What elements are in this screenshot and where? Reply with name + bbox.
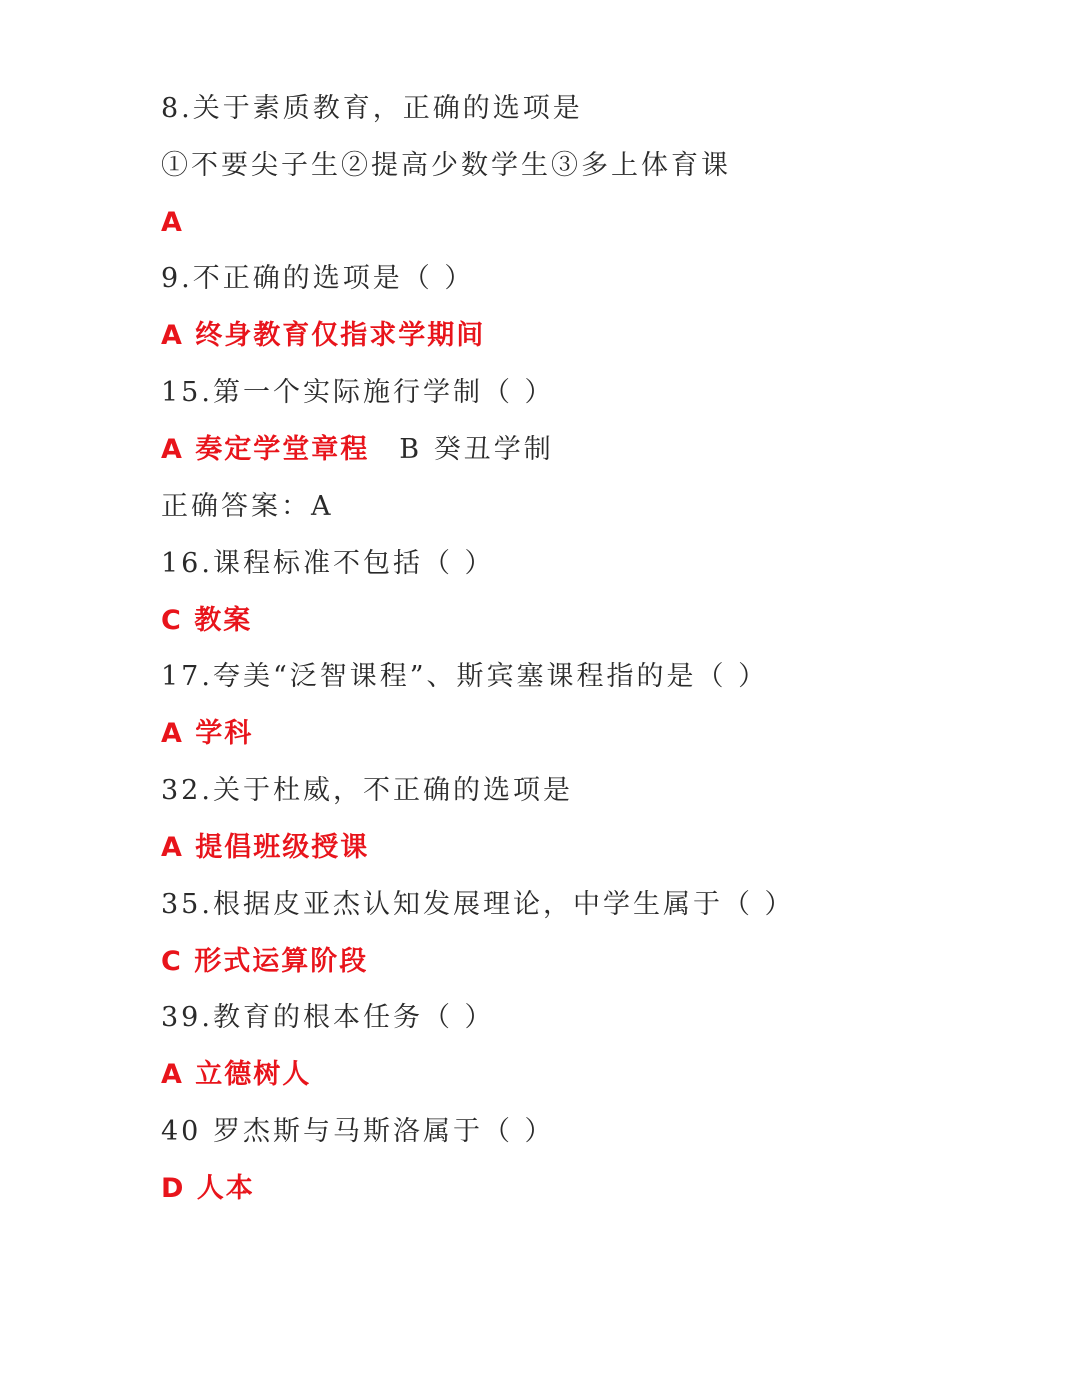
question-32: 32.关于杜威，不正确的选项是 xyxy=(161,775,573,806)
answer-9: A 终身教育仅指求学期间 xyxy=(161,320,486,351)
question-8: 8.关于素质教育，正确的选项是 xyxy=(161,93,583,124)
question-9: 9.不正确的选项是（ ） xyxy=(161,263,475,294)
answer-35: C 形式运算阶段 xyxy=(161,946,369,977)
question-17: 17.夸美“泛智课程”、斯宾塞课程指的是（ ） xyxy=(161,661,769,692)
question-40: 40 罗杰斯与马斯洛属于（ ） xyxy=(161,1116,555,1147)
answer-16: C 教案 xyxy=(161,605,253,636)
answer-32: A 提倡班级授课 xyxy=(161,832,370,863)
correct-answer-15: 正确答案：A xyxy=(161,491,334,522)
question-15: 15.第一个实际施行学制（ ） xyxy=(161,377,555,408)
answer-15-row xyxy=(161,430,554,470)
question-39: 39.教育的根本任务（ ） xyxy=(161,1002,495,1033)
answer-17: A 学科 xyxy=(161,718,254,749)
question-35: 35.根据皮亚杰认知发展理论，中学生属于（ ） xyxy=(161,889,795,920)
answer-40: D 人本 xyxy=(161,1173,255,1204)
answer-8: A xyxy=(161,207,184,238)
question-8-statements: ①不要尖子生②提高少数学生③多上体育课 xyxy=(161,150,731,181)
answer-39: A 立德树人 xyxy=(161,1059,312,1090)
option-15-b: B 癸丑学制 xyxy=(399,434,554,465)
answer-15: A 奏定学堂章程 xyxy=(161,434,370,465)
question-16: 16.课程标准不包括（ ） xyxy=(161,548,495,579)
